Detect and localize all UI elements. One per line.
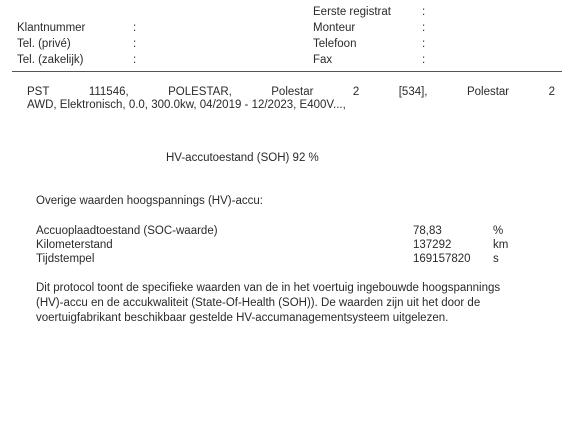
header-label-mechanic: Monteur [313,22,356,34]
header-label-phone: Telefoon [313,38,357,50]
mileage-value: 137292 [413,239,452,251]
soc-unit: % [493,225,504,237]
mileage-unit: km [493,239,509,251]
header-divider [12,71,562,72]
protocol-text-line: voertuigfabrikant beschikbaar gestelde HV-accumanagementsysteem uitgelezen. [36,312,449,324]
protocol-text-line: (HV)-accu en de accukwaliteit (State-Of-Health (SOH)). De waarden zijn uit het door de [36,297,481,309]
soc-value: 78,83 [413,225,442,237]
vehicle-field: Polestar [271,86,314,98]
header-label-customer-number: Klantnummer [17,22,86,34]
soh-value: HV-accutoestand (SOH) 92 % [166,152,319,164]
header-label-phone-private: Tel. (privé) [17,38,71,50]
header-separator: : [422,54,426,66]
vehicle-field: 111546, [88,86,129,98]
header-separator: : [133,38,137,50]
other-values-heading: Overige waarden hoogspannings (HV)-accu: [36,195,263,207]
timestamp-value: 169157820 [413,253,471,265]
vehicle-field: 2 [548,86,555,98]
soc-label: Accuoplaadtoestand (SOC-waarde) [36,225,218,237]
header-label-fax: Fax [313,54,333,66]
mileage-label: Kilometerstand [36,239,113,251]
header-separator: : [422,38,426,50]
timestamp-unit: s [493,253,499,265]
header-separator: : [133,22,137,34]
vehicle-field: PST [27,86,50,98]
protocol-text-line: Dit protocol toont de specifieke waarden van de in het voertuig ingebouwde hoogspannings [36,282,501,294]
vehicle-field: 2 [352,86,360,98]
header-separator: : [133,54,137,66]
header-label-phone-business: Tel. (zakelijk) [17,54,84,66]
vehicle-field: POLESTAR, [168,86,232,98]
header-label-first-registration: Eerste registrat [313,6,391,18]
protocol-explanation [36,281,500,326]
timestamp-label: Tijdstempel [36,253,95,265]
vehicle-line-1 [27,86,555,98]
vehicle-field: [534], [398,86,428,98]
vehicle-line-2: AWD, Elektronisch, 0.0, 300.0kw, 04/2019 - 12/2023, E400V..., [27,99,346,111]
vehicle-description [27,86,555,111]
vehicle-field: Polestar [466,86,510,98]
header-separator: : [422,6,426,18]
header-separator: : [422,22,426,34]
